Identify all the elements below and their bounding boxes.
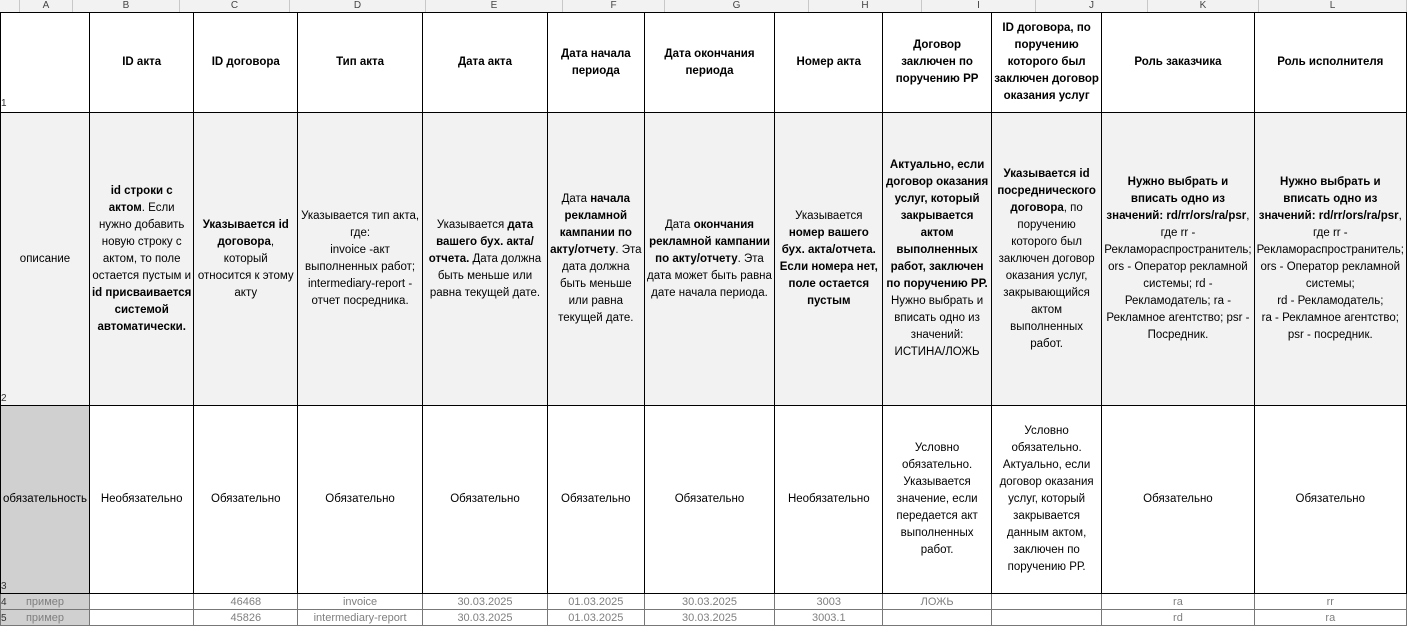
corner-cell[interactable] xyxy=(0,0,20,12)
example-cell-h[interactable]: 3003.1 xyxy=(775,610,883,626)
required-cell-e[interactable]: Обязательно xyxy=(422,406,547,594)
col-header-a[interactable]: A xyxy=(20,0,73,12)
desc-b-p2: . Если нужно добавить новую строку с актом, то поле остается пустым и xyxy=(92,201,192,282)
desc-c-p2: , который относится к этому акту xyxy=(197,235,294,299)
header-row xyxy=(1,13,1407,113)
description-cell-d[interactable] xyxy=(298,113,423,406)
desc-e-p1: Указывается xyxy=(436,218,508,231)
header-cell-e[interactable]: Дата акта xyxy=(422,13,547,113)
col-header-b[interactable]: B xyxy=(73,0,180,12)
required-cell-i[interactable]: Условно обязательно. Указывается значение, если передается акт выполненных работ. xyxy=(883,406,992,594)
required-row xyxy=(1,406,1407,594)
col-header-g[interactable]: G xyxy=(665,0,809,12)
header-cell-f[interactable]: Дата начала периода xyxy=(547,13,644,113)
row-number-3[interactable]: 3 xyxy=(1,581,7,592)
desc-f-p3: . Эта дата должна быть меньше или равна текущей дате. xyxy=(558,244,642,324)
desc-l-p1: Нужно выбрать и вписать одно из значений: rd/rr/ors/ra/psr xyxy=(1258,176,1399,222)
desc-d-p2: invoice -акт выполненных работ; xyxy=(305,244,416,273)
example-cell-k[interactable]: rd xyxy=(1102,610,1254,626)
col-header-h[interactable]: H xyxy=(809,0,922,12)
col-header-d[interactable]: D xyxy=(290,0,426,12)
header-cell-d[interactable]: Тип акта xyxy=(298,13,423,113)
example-cell-c[interactable]: 45826 xyxy=(194,610,298,626)
description-row xyxy=(1,113,1407,406)
desc-d-p1: Указывается тип акта, где: xyxy=(301,210,420,239)
header-cell-k[interactable]: Роль заказчика xyxy=(1102,13,1254,113)
header-cell-l[interactable]: Роль исполнителя xyxy=(1254,13,1406,113)
description-label-cell[interactable]: описание xyxy=(1,113,90,406)
description-cell-b[interactable] xyxy=(89,113,193,406)
desc-b-p1: id строки с актом xyxy=(108,184,173,214)
required-cell-b[interactable]: Необязательно xyxy=(89,406,193,594)
example-cell-i[interactable]: ЛОЖЬ xyxy=(883,594,992,610)
table-row xyxy=(1,594,1407,610)
sheet-grid xyxy=(0,12,1407,626)
col-header-l[interactable]: L xyxy=(1259,0,1407,12)
desc-g-p2: окончания xyxy=(693,218,755,231)
desc-h-p1: Указывается xyxy=(795,210,863,222)
desc-h-p2: номер вашего бух. акта/отчета. Если номера нет, поле остается пустым xyxy=(779,227,878,307)
desc-l-p6: psr - посредник. xyxy=(1287,329,1373,341)
required-cell-f[interactable]: Обязательно xyxy=(547,406,644,594)
desc-e-p2: дата вашего бух. акта/отчета. xyxy=(428,218,534,265)
row-number-5[interactable]: 5 xyxy=(1,613,7,624)
description-cell-i[interactable] xyxy=(883,113,992,406)
row-number-4[interactable]: 4 xyxy=(1,597,7,608)
header-cell-i[interactable]: Договор заключен по поручению РР xyxy=(883,13,992,113)
desc-g-p1: Дата xyxy=(664,218,694,231)
description-cell-l[interactable] xyxy=(1254,113,1406,406)
desc-c-p1: Указывается id договора xyxy=(202,218,289,248)
row-number-2[interactable]: 2 xyxy=(1,393,7,404)
example-cell-g[interactable]: 30.03.2025 xyxy=(644,610,775,626)
example-cell-f[interactable]: 01.03.2025 xyxy=(547,610,644,626)
row-number-1[interactable]: 1 xyxy=(1,98,7,109)
example-cell-k[interactable]: ra xyxy=(1102,594,1254,610)
example-cell-b[interactable] xyxy=(89,610,193,626)
required-label-cell[interactable]: обязательность xyxy=(1,406,90,594)
desc-i-p2: Нужно выбрать и вписать одно из значений: ИСТИНА/ЛОЖЬ xyxy=(890,295,984,358)
example-cell-l[interactable]: rr xyxy=(1254,594,1406,610)
desc-k-p1: Нужно выбрать и вписать одно из значений: rd/rr/ors/ra/psr xyxy=(1106,176,1247,222)
example-cell-i[interactable] xyxy=(883,610,992,626)
col-header-i[interactable]: I xyxy=(922,0,1036,12)
col-header-e[interactable]: E xyxy=(426,0,563,12)
desc-l-p3: ors - Оператор рекламной системы; xyxy=(1260,261,1401,290)
required-cell-h[interactable]: Необязательно xyxy=(775,406,883,594)
description-cell-k[interactable] xyxy=(1102,113,1254,406)
desc-j-p1: Указывается id посреднического договора xyxy=(997,167,1096,214)
required-cell-l[interactable]: Обязательно xyxy=(1254,406,1406,594)
header-cell-h[interactable]: Номер акта xyxy=(775,13,883,113)
description-cell-h[interactable] xyxy=(775,113,883,406)
desc-k-p2: , где rr - Рекламораспространитель; ors - Оператор рекламной системы; rd - Рекламодатель; ra - Рекламное агентство; psr - Посредник. xyxy=(1104,210,1252,341)
col-header-k[interactable]: K xyxy=(1148,0,1259,12)
example-cell-j[interactable] xyxy=(991,594,1101,610)
desc-f-p1: Дата xyxy=(561,193,591,205)
cell-a1[interactable] xyxy=(1,13,90,113)
example-cell-b[interactable] xyxy=(89,594,193,610)
desc-b-p3: id присваивается системой автоматически. xyxy=(91,286,192,333)
desc-l-p2: , где rr - Рекламораспространитель; xyxy=(1256,210,1404,256)
required-cell-d[interactable]: Обязательно xyxy=(298,406,423,594)
example-cell-f[interactable]: 01.03.2025 xyxy=(547,594,644,610)
col-header-f[interactable]: F xyxy=(563,0,665,12)
col-header-c[interactable]: C xyxy=(180,0,290,12)
header-cell-g[interactable]: Дата окончания периода xyxy=(644,13,775,113)
required-cell-c[interactable]: Обязательно xyxy=(194,406,298,594)
description-cell-e[interactable] xyxy=(422,113,547,406)
example-cell-e[interactable]: 30.03.2025 xyxy=(422,594,547,610)
example-cell-e[interactable]: 30.03.2025 xyxy=(422,610,547,626)
header-cell-b[interactable]: ID акта xyxy=(89,13,193,113)
desc-l-p5: ra - Рекламное агентство; xyxy=(1261,312,1399,324)
description-cell-j[interactable] xyxy=(991,113,1101,406)
desc-j-p2: , по поручению которого был заключен договор оказания услуг, закрывающийся актом выполненных работ. xyxy=(998,201,1095,350)
example-cell-g[interactable]: 30.03.2025 xyxy=(644,594,775,610)
required-cell-k[interactable]: Обязательно xyxy=(1102,406,1254,594)
header-cell-j[interactable]: ID договора, по поручению которого был заключен договор оказания услуг xyxy=(991,13,1101,113)
desc-i-p1: Актуально, если договор оказания услуг, который закрывается актом выполненных работ, заключен по поручению РР. xyxy=(886,159,989,290)
desc-l-p4: rd - Рекламодатель; xyxy=(1277,295,1384,307)
example-cell-j[interactable] xyxy=(991,610,1101,626)
example-cell-l[interactable]: ra xyxy=(1254,610,1406,626)
example-label-cell[interactable]: пример xyxy=(1,610,90,626)
header-cell-c[interactable]: ID договора xyxy=(194,13,298,113)
desc-e-p3: Дата должна быть меньше или равна текущей дате. xyxy=(429,252,542,299)
description-cell-c[interactable] xyxy=(194,113,298,406)
example-label-cell[interactable]: пример xyxy=(1,594,90,610)
description-cell-g[interactable] xyxy=(644,113,775,406)
desc-g-p4: рекламной кампании по акту/отчету xyxy=(649,235,770,265)
col-header-j[interactable]: J xyxy=(1036,0,1148,12)
description-cell-f[interactable] xyxy=(547,113,644,406)
desc-f-p2: начала рекламной кампании по акту/отчету xyxy=(550,193,632,256)
desc-g-p5: . Эта дата может быть равна дате начала периода. xyxy=(647,252,772,299)
example-cell-h[interactable]: 3003 xyxy=(775,594,883,610)
example-cell-d[interactable]: intermediary-report xyxy=(298,610,423,626)
example-cell-d[interactable]: invoice xyxy=(298,594,423,610)
table-row xyxy=(1,610,1407,626)
required-cell-j[interactable]: Условно обязательно. Актуально, если договор оказания услуг, который закрывается данным актом, заключен по поручению РР. xyxy=(991,406,1101,594)
required-cell-g[interactable]: Обязательно xyxy=(644,406,775,594)
desc-d-p3: intermediary-report - отчет посредника. xyxy=(307,278,413,307)
example-cell-c[interactable]: 46468 xyxy=(194,594,298,610)
